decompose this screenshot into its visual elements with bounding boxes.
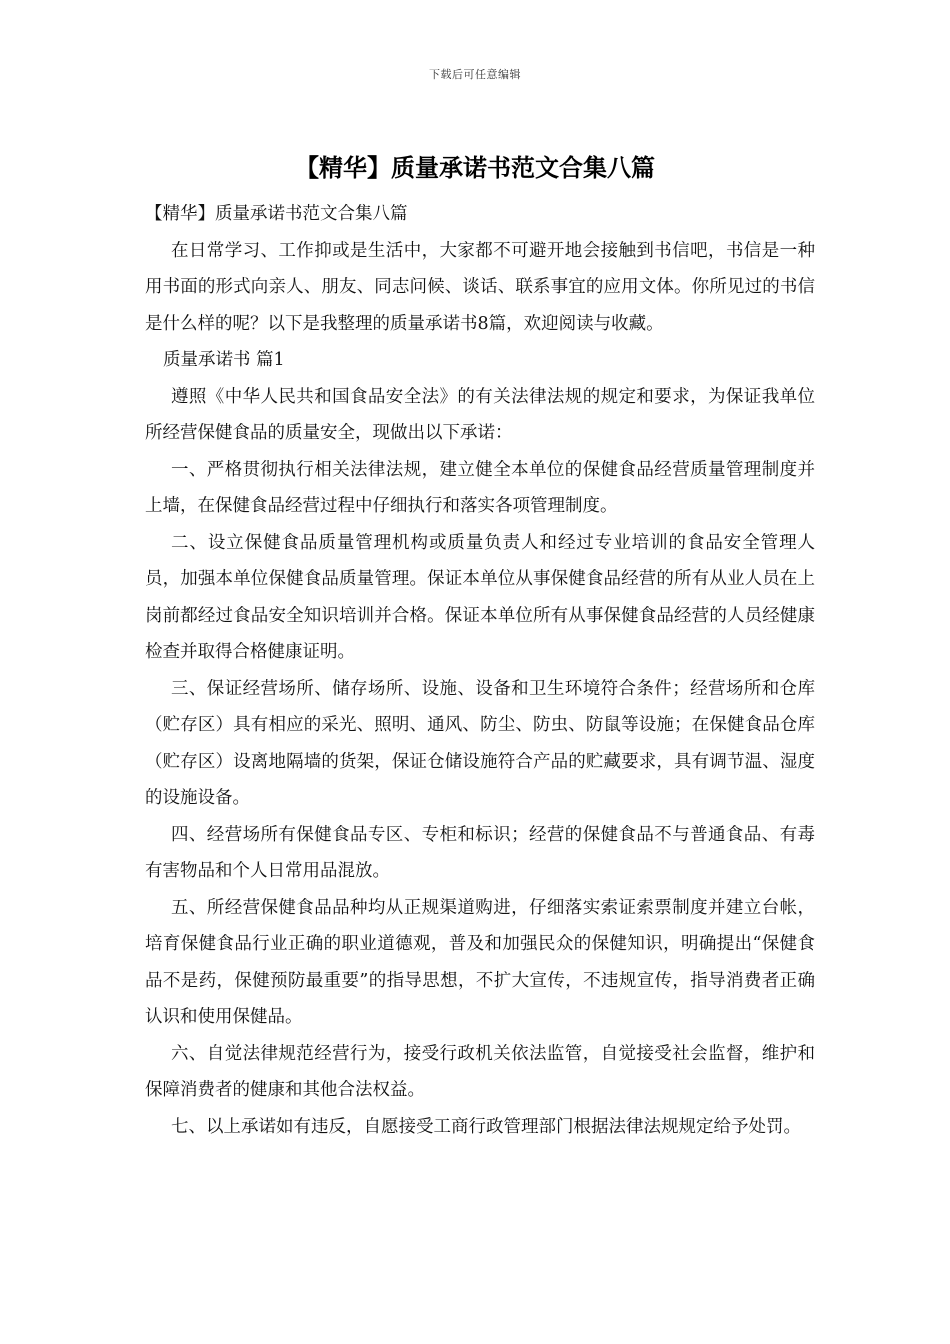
document-title: 【精华】质量承诺书范文合集八篇 <box>295 153 655 182</box>
paragraph-item-3: 三、保证经营场所、储存场所、设施、设备和卫生环境符合条件；经营场所和仓库（贮存区）具有相应的采光、照明、通风、防尘、防虫、防鼠等设施；在保健食品仓库（贮存区）设离地隔墙的货架，保证仓储设施符合产品的贮藏要求，具有调节温、湿度的设施设备。 <box>145 678 815 808</box>
paragraph-item-2: 二、设立保健食品质量管理机构或质量负责人和经过专业培训的食品安全管理人员，加强本单位保健食品质量管理。保证本单位从事保健食品经营的所有从业人员在上岗前都经过食品安全知识培训并合格。保证本单位所有从事保健食品经营的人员经健康检查并取得合格健康证明。 <box>145 532 815 662</box>
paragraph-item-1: 一、严格贯彻执行相关法律法规，建立健全本单位的保健食品经营质量管理制度并上墙，在保健食品经营过程中仔细执行和落实各项管理制度。 <box>145 459 815 516</box>
paragraph-preamble: 遵照《中华人民共和国食品安全法》的有关法律法规的规定和要求，为保证我单位所经营保健食品的质量安全，现做出以下承诺： <box>145 386 815 443</box>
header-note: 下载后可任意编辑 <box>429 68 521 81</box>
intro-paragraph: 在日常学习、工作抑或是生活中，大家都不可避开地会接触到书信吧，书信是一种用书面的形式向亲人、朋友、同志问候、谈话、联系事宜的应用文体。你所见过的书信是什么样的呢？以下是我整理的质量承诺书8篇，欢迎阅读与收藏。 <box>145 240 815 334</box>
document-body <box>145 196 815 1145</box>
document-subtitle: 【精华】质量承诺书范文合集八篇 <box>145 204 408 224</box>
paragraph-item-6: 六、自觉法律规范经营行为，接受行政机关依法监管，自觉接受社会监督，维护和保障消费者的健康和其他合法权益。 <box>145 1043 815 1100</box>
paragraph-item-7: 七、以上承诺如有违反，自愿接受工商行政管理部门根据法律法规规定给予处罚。 <box>171 1116 801 1137</box>
paragraph-item-4: 四、经营场所有保健食品专区、专柜和标识；经营的保健食品不与普通食品、有毒有害物品和个人日常用品混放。 <box>145 824 815 881</box>
paragraph-item-5: 五、所经营保健食品品种均从正规渠道购进，仔细落实索证索票制度并建立台帐，培育保健食品行业正确的职业道德观，普及和加强民众的保健知识，明确提出“保健食品不是药，保健预防最重要”的指导思想，不扩大宣传，不违规宣传，指导消费者正确认识和使用保健品。 <box>145 897 815 1027</box>
section-title: 质量承诺书 篇1 <box>163 350 285 370</box>
